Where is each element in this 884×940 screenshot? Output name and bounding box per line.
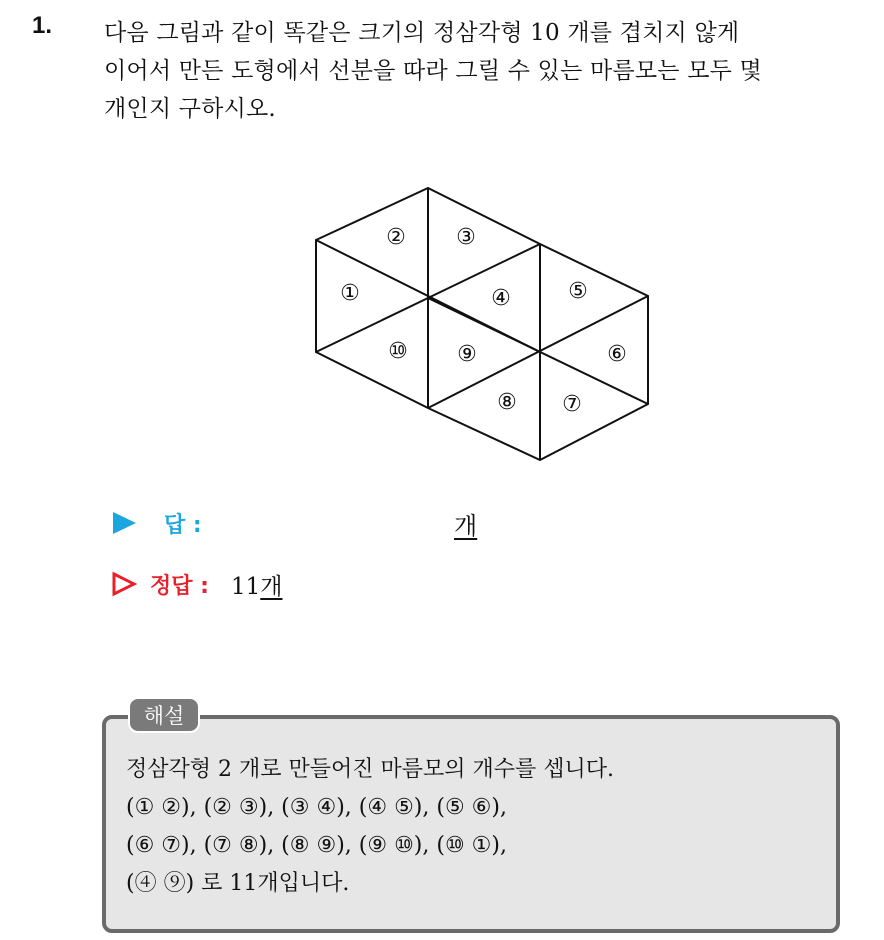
explanation-text (126, 751, 826, 903)
outline-triangle-icon (110, 571, 138, 597)
figure-label-9: ⑨ (457, 342, 477, 367)
figure-edge (428, 244, 540, 298)
explanation-line: 정삼각형 2 개로 만들어진 마름모의 개수를 셉니다. (126, 757, 614, 782)
answer-label: 답 : (164, 512, 202, 538)
correct-answer-label: 정답 : (150, 573, 209, 599)
correct-answer-number: 11 (230, 573, 261, 600)
figure-label-3: ③ (456, 225, 476, 250)
question-line: 이어서 만든 도형에서 선분을 따라 그릴 수 있는 마름모는 모두 몇 (104, 58, 762, 84)
question-line: 개인지 구하시오. (104, 96, 276, 122)
figure-edge (316, 298, 428, 352)
triangle-rhombus-figure (300, 180, 660, 470)
filled-triangle-icon (110, 510, 138, 536)
figure-svg (300, 180, 660, 470)
figure-label-5: ⑤ (568, 279, 588, 304)
figure-label-2: ② (386, 225, 406, 250)
explanation-line: (④ ⑨) 로 11개입니다. (126, 871, 350, 896)
explanation-line: (⑥ ⑦), (⑦ ⑧), (⑧ ⑨), (⑨ ⑩), (⑩ ①), (126, 833, 507, 858)
figure-label-6: ⑥ (607, 342, 627, 367)
correct-answer-row (110, 567, 282, 601)
correct-answer-value (231, 568, 283, 601)
explanation-line: (① ②), (② ③), (③ ④), (④ ⑤), (⑤ ⑥), (126, 795, 507, 820)
figure-label-1: ① (340, 281, 360, 306)
question-line: 다음 그림과 같이 똑같은 크기의 정삼각형 10 개를 겹치지 않게 (104, 20, 740, 46)
figure-label-7: ⑦ (562, 392, 582, 417)
question-number: 1. (32, 12, 53, 39)
figure-label-8: ⑧ (497, 390, 517, 415)
figure-label-10: ⑩ (388, 339, 408, 364)
answer-unit: 개 (454, 512, 478, 540)
correct-answer-unit: 개 (260, 573, 283, 600)
explanation-tab: 해설 (128, 697, 200, 733)
question-text (104, 14, 864, 128)
figure-label-4: ④ (491, 286, 511, 311)
answer-blank-row (110, 506, 478, 540)
